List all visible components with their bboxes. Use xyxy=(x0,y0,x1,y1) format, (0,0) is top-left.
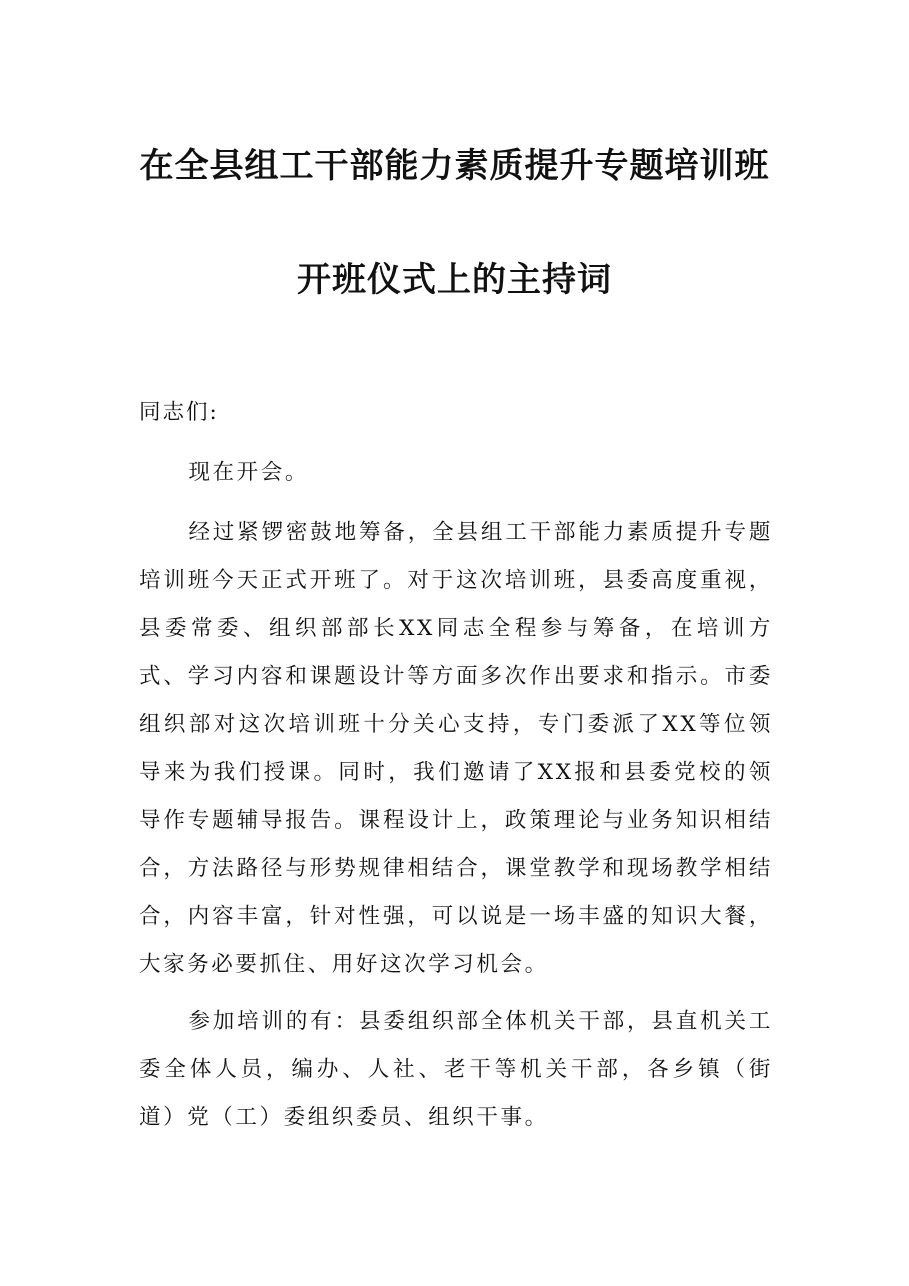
paragraph-opening: 现在开会。 xyxy=(188,460,309,485)
document-title-line-1: 在全县组工干部能力素质提升专题培训班 xyxy=(139,146,770,186)
paragraph-background: 经过紧锣密鼓地筹备，全县组工干部能力素质提升专题培训班今天正式开班了。对于这次培训班，县委高度重视，县委常委、组织部部长XX同志全程参与筹备，在培训方式、学习内容和课题设计等方面多次作出要求和指示。市委组织部对这次培训班十分关心支持，专门委派了XX等位领导来为我们授课。同时，我们邀请了XX报和县委党校的领导作专题辅导报告。课程设计上，政策理论与业务知识相结合，方法路径与形势规律相结合，课堂教学和现场教学相结合，内容丰富，针对性强，可以说是一场丰盛的知识大餐，大家务必要抓住、用好这次学习机会。 xyxy=(139,520,773,977)
paragraph-participants: 参加培训的有：县委组织部全体机关干部，县直机关工委全体人员，编办、人社、老干等机关干部，各乡镇（街道）党（工）委组织委员、组织干事。 xyxy=(139,1009,773,1130)
document-title-line-2: 开班仪式上的主持词 xyxy=(297,260,612,300)
salutation: 同志们: xyxy=(139,400,219,425)
